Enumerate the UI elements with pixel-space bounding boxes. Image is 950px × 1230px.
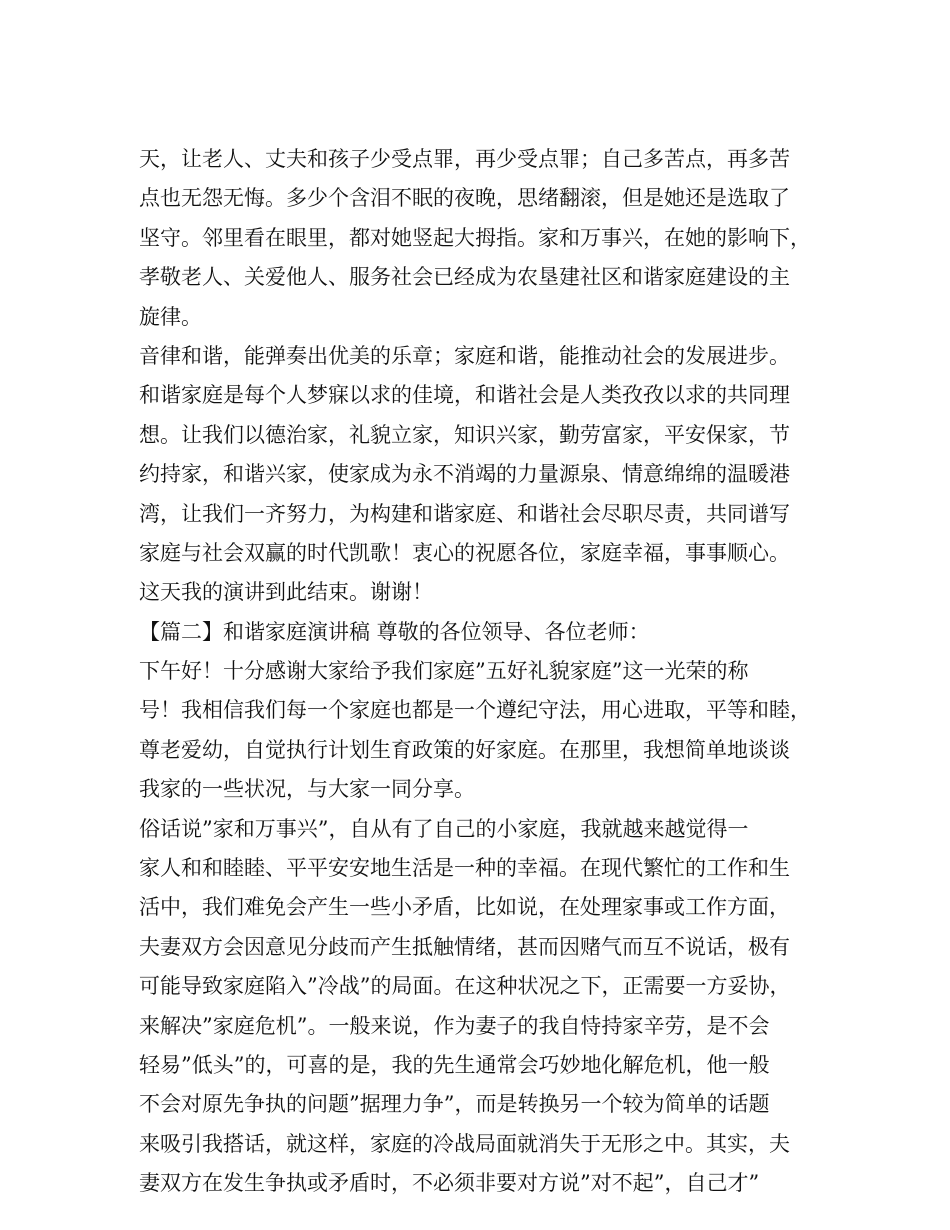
text-line: 不会对原先争执的问题”据理力争”，而是转换另一个较为简单的话题 [139,1092,770,1117]
text-line: 可能导致家庭陷入”冷战”的局面。在这种状况之下，正需要一方妥协， [139,974,791,999]
text-line: 和谐家庭是每个人梦寐以求的佳境，和谐社会是人类孜孜以求的共同理 [139,383,790,408]
speech-text-body [139,140,839,1204]
text-line: 号！我相信我们每一个家庭也都是一个遵纪守法，用心进取，平等和睦， [139,698,811,723]
text-line: 尊老爱幼，自觉执行计划生育政策的好家庭。在那里，我想简单地谈谈 [139,737,790,762]
text-line: 湾，让我们一齐努力，为构建和谐家庭、和谐社会尽职尽责，共同谱写 [139,501,790,526]
text-line: 约持家，和谐兴家，使家成为永不消竭的力量源泉、情意绵绵的温暖港 [139,462,790,487]
text-line: 家人和和睦睦、平平安安地生活是一种的幸福。在现代繁忙的工作和生 [139,856,790,881]
text-line: 妻双方在发生争执或矛盾时，不必须非要对方说”对不起”，自己才” [139,1171,760,1196]
text-line: 天，让老人、丈夫和孩子少受点罪，再少受点罪；自己多苦点，再多苦 [139,147,790,171]
text-line: 夫妻双方会因意见分歧而产生抵触情绪，甚而因赌气而互不说话，极有 [139,934,790,959]
text-line: 点也无怨无悔。多少个含泪不眠的夜晚，思绪翻滚，但是她还是选取了 [139,186,790,211]
text-line: 这天我的演讲到此结束。谢谢！ [139,580,433,605]
text-line: 俗话说”家和万事兴”，自从有了自己的小家庭，我就越来越觉得一 [139,816,749,841]
text-line: 来解决”家庭危机”。一般来说，作为妻子的我自恃持家辛劳，是不会 [139,1013,770,1038]
text-line: 孝敬老人、关爱他人、服务社会已经成为农垦建社区和谐家庭建设的主 [139,265,790,290]
text-line: 旋律。 [139,304,202,329]
text-line: 坚守。邻里看在眼里，都对她竖起大拇指。家和万事兴，在她的影响下， [139,225,811,250]
text-line: 下午好！十分感谢大家给予我们家庭”五好礼貌家庭”这一光荣的称 [139,659,749,684]
section-heading-line: 【篇二】和谐家庭演讲稿 尊敬的各位领导、各位老师： [139,619,650,644]
text-line: 家庭与社会双赢的时代凯歌！衷心的祝愿各位，家庭幸福，事事顺心。 [139,540,790,565]
text-line: 轻易”低头”的，可喜的是，我的先生通常会巧妙地化解危机，他一般 [139,1052,770,1077]
text-line: 我家的一些状况，与大家一同分享。 [139,777,475,802]
text-line: 来吸引我搭话，就这样，家庭的冷战局面就消失于无形之中。其实，夫 [139,1131,790,1156]
text-line: 想。让我们以德治家，礼貌立家，知识兴家，勤劳富家，平安保家，节 [139,422,790,447]
text-line: 活中，我们难免会产生一些小矛盾，比如说，在处理家事或工作方面， [139,895,790,920]
text-line: 音律和谐，能弹奏出优美的乐章；家庭和谐，能推动社会的发展进步。 [139,343,790,368]
